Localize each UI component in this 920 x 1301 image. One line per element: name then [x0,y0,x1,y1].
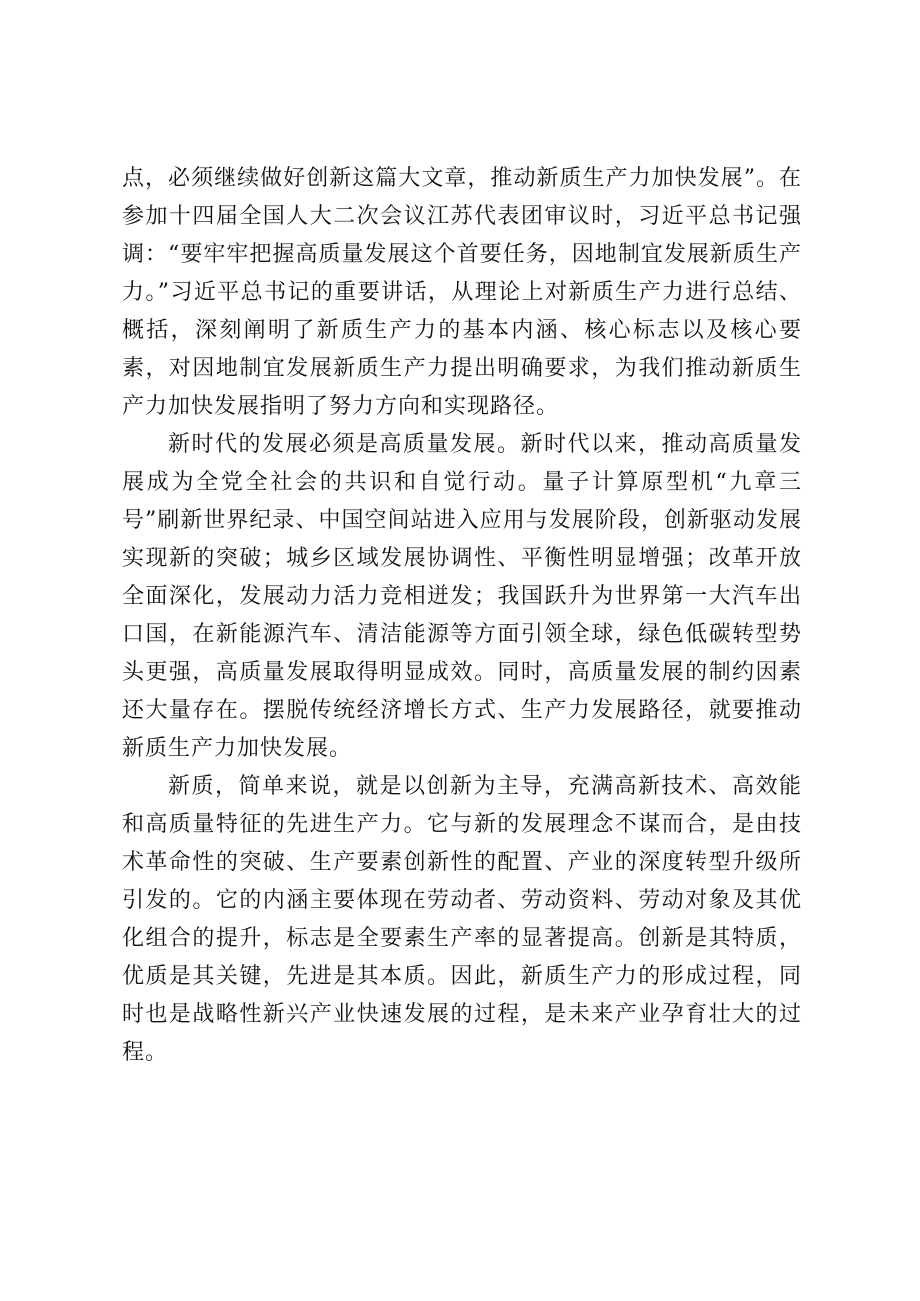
paragraph-high-quality-development: 新时代的发展必须是高质量发展。新时代以来，推动高质量发展成为全党全社会的共识和自觉行动。量子计算原型机“九章三号”刷新世界纪录、中国空间站进入应用与发展阶段，创新驱动发展实现新的突破；城乡区域发展协调性、平衡性明显增强；改革开放全面深化，发展动力活力竞相迸发；我国跃升为世界第一大汽车出口国，在新能源汽车、清洁能源等方面引领全球，绿色低碳转型势头更强，高质量发展取得明显成效。同时，高质量发展的制约因素还大量存在。摆脱传统经济增长方式、生产力发展路径，就要推动新质生产力加快发展。 [122,432,802,761]
paragraph-new-quality-definition: 新质，简单来说，就是以创新为主导，充满高新技术、高效能和高质量特征的先进生产力。它与新的发展理念不谋而合，是由技术革命性的突破、生产要素创新性的配置、产业的深度转型升级所引发的。它的内涵主要体现在劳动者、劳动资料、劳动对象及其优化组合的提升，标志是全要素生产率的显著提高。创新是其特质，优质是其关键，先进是其本质。因此，新质生产力的形成过程，同时也是战略性新兴产业快速发展的过程，是未来产业孕育壮大的过程。 [122,774,802,1065]
document-body [122,160,802,1072]
paragraph-continued: 点，必须继续做好创新这篇大文章，推动新质生产力加快发展”。在参加十四届全国人大二次会议江苏代表团审议时，习近平总书记强调：“要牢牢把握高质量发展这个首要任务，因地制宜发展新质生产力。”习近平总书记的重要讲话，从理论上对新质生产力进行总结、概括，深刻阐明了新质生产力的基本内涵、核心标志以及核心要素，对因地制宜发展新质生产力提出明确要求，为我们推动新质生产力加快发展指明了努力方向和实现路径。 [122,166,802,419]
